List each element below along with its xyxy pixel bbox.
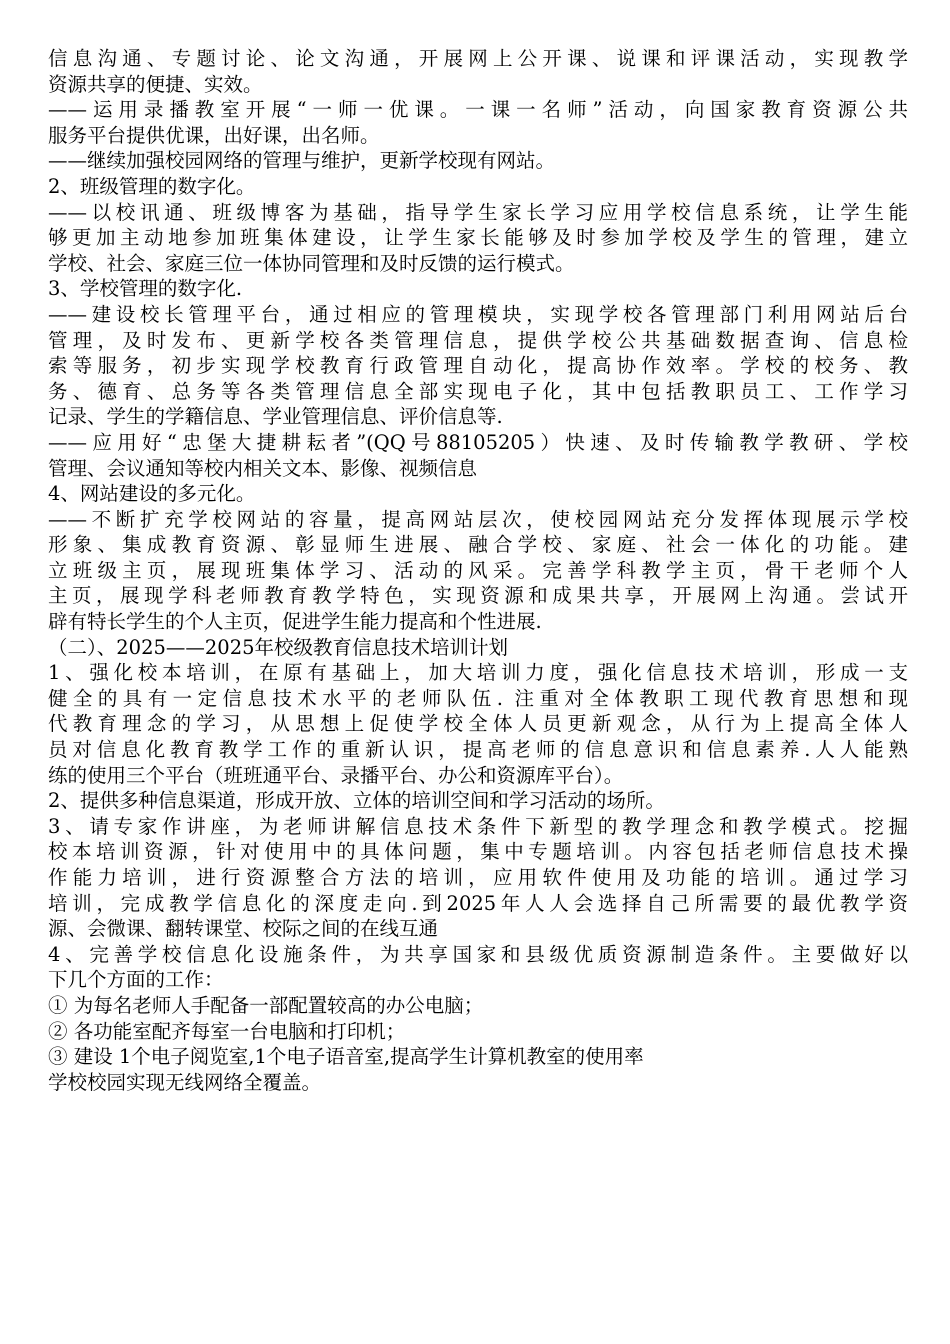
section-heading-website: 4、网站建设的多元化。 [48, 482, 256, 506]
list-item-3: ③ 建设 1个电子阅览室,1个电子语音室,提高学生计算机教室的使用率 [48, 1045, 644, 1069]
text-line-14: 务、德育、总务等各类管理信息全部实现电子化，其中包括教职员工、工作学习 [48, 379, 908, 403]
text-line-20: 形象、集成教育资源、彰显师生进展、融合学校、家庭、社会一体化的功能。建 [48, 533, 908, 557]
text-line-30: 2、提供多种信息渠道，形成开放、立体的培训空间和学习活动的场所。 [48, 789, 665, 813]
text-line-16: ——应用好“忠堡大捷耕耘者”(QQ号88105205）快速、及时传输教学教研、学校 [48, 430, 908, 454]
text-line-36: 4、完善学校信息化设施条件，为共享国家和县级优质资源制造条件。主要做好以 [48, 942, 908, 966]
text-line-12: 管理，及时发布、更新学校各类管理信息，提供学校公共基础数据查询、信息检 [48, 328, 908, 352]
text-line-37: 下几个方面的工作： [48, 968, 224, 992]
list-item-1: ① 为每名老师人手配备一部配置较高的办公电脑； [48, 993, 484, 1017]
text-line-34: 培训，完成教学信息化的深度走向.到2025年人人会选择自己所需要的最优教学资 [48, 891, 908, 915]
text-line-3: ——运用录播教室开展“一师一优课。一课一名师”活动，向国家教育资源公共 [48, 98, 908, 122]
text-line-21: 立班级主页，展现班集体学习、活动的风采。完善学科教学主页，骨干老师个人 [48, 558, 908, 582]
text-line-28: 员对信息化教育教学工作的重新认识，提高老师的信息意识和信息素养.人人能熟 [48, 738, 908, 762]
text-line-33: 作能力培训，进行资源整合方法的培训，应用软件使用及功能的培训。通过学习 [48, 866, 908, 889]
text-line-4: 服务平台提供优课，出好课，出名师。 [48, 123, 380, 147]
section-heading-class-management: 2、班级管理的数字化。 [48, 174, 256, 198]
text-line-17: 管理、会议通知等校内相关文本、影像、视频信息 [48, 456, 478, 480]
section-heading-training-plan: （二）、2025——2025年校级教育信息技术培训计划 [48, 635, 509, 659]
text-line-2: 资源共享的便捷、实效。 [48, 72, 263, 96]
list-item-2: ② 各功能室配齐每室一台电脑和打印机； [48, 1019, 406, 1043]
text-line-35: 源、会微课、翻转课堂、校际之间的在线互通 [48, 917, 439, 941]
text-line-32: 校本培训资源，针对使用中的具体问题，集中专题培训。内容包括老师信息技术操 [48, 840, 908, 864]
text-line-31: 3、请专家作讲座，为老师讲解信息技术条件下新型的教学理念和教学模式。挖掘 [48, 814, 908, 838]
text-line-7: ——以校讯通、班级博客为基础，指导学生家长学习应用学校信息系统，让学生能 [48, 200, 908, 224]
text-line-11: ——建设校长管理平台，通过相应的管理模块，实现学校各管理部门利用网站后台 [48, 302, 908, 326]
text-line-8: 够更加主动地参加班集体建设，让学生家长能够及时参加学校及学生的管理，建立 [48, 226, 908, 250]
document-body [48, 46, 908, 1095]
text-line-15: 记录、学生的学籍信息、学业管理信息、评价信息等. [48, 405, 503, 429]
text-line-25: 1、强化校本培训，在原有基础上，加大培训力度，强化信息技术培训，形成一支 [48, 661, 908, 685]
text-line-1: 信息沟通、专题讨论、论文沟通，开展网上公开课、说课和评课活动，实现教学 [48, 47, 908, 70]
text-line-23: 辟有特长学生的个人主页，促进学生能力提高和个性进展. [48, 610, 542, 634]
text-line-13: 索等服务，初步实现学校教育行政管理自动化，提高协作效率。学校的校务、教 [48, 354, 908, 378]
section-heading-school-management: 3、学校管理的数字化. [48, 277, 243, 301]
text-line-5: ——继续加强校园网络的管理与维护，更新学校现有网站。 [48, 149, 556, 173]
text-line-41: 学校校园实现无线网络全覆盖。 [48, 1070, 322, 1094]
text-line-22: 主页，展现学科老师教育教学特色，实现资源和成果共享，开展网上沟通。尝试开 [48, 584, 908, 608]
text-line-19: ——不断扩充学校网站的容量，提高网站层次，使校园网站充分发挥体现展示学校 [48, 507, 908, 531]
text-line-27: 代教育理念的学习，从思想上促使学校全体人员更新观念，从行为上提高全体人 [48, 712, 908, 736]
text-line-29: 练的使用三个平台（班班通平台、录播平台、办公和资源库平台）。 [48, 763, 624, 787]
text-line-26: 健全的具有一定信息技术水平的老师队伍. 注重对全体教职工现代教育思想和现 [48, 686, 908, 710]
text-line-9: 学校、社会、家庭三位一体协同管理和及时反馈的运行模式。 [48, 251, 575, 275]
